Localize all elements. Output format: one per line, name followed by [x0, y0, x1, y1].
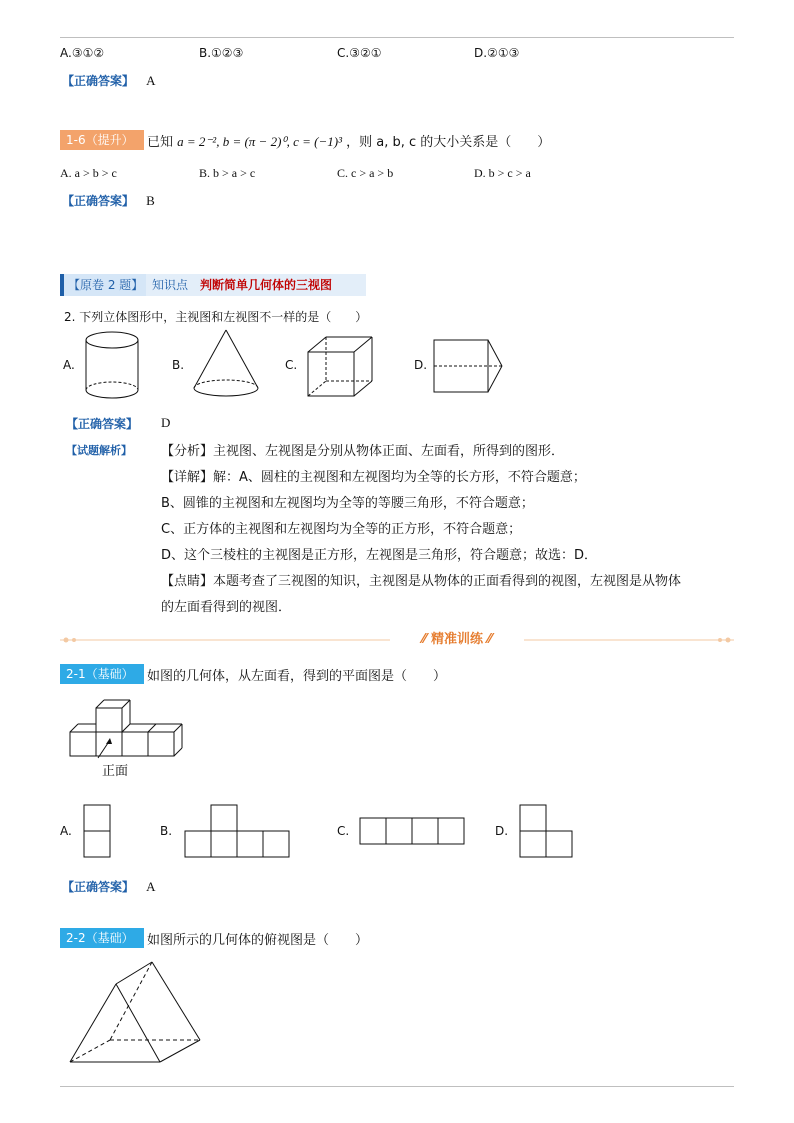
analysis-line: C、正方体的主视图和左视图均为全等的正方形，不符合题意； — [161, 522, 522, 537]
analysis-label: 【试题解析】 — [66, 444, 132, 457]
cube-figure — [304, 334, 376, 400]
q1-5-option-c: C.③②① — [337, 46, 382, 60]
analysis-line: 【分析】主视图、左视图是分别从物体正面、左面看，所得到的图形． — [161, 444, 565, 459]
q1-6-tag: 1-6（提升） — [60, 130, 144, 150]
source-question-label: 【原卷 2 题】 — [60, 274, 146, 296]
knowledge-point-label: 知识点 — [152, 278, 189, 292]
q2-option-a-letter: A. — [63, 358, 75, 372]
analysis-line: 【详解】解：A、圆柱的主视图和左视图均为全等的长方形，不符合题意； — [161, 470, 586, 485]
analysis-line: 的左面看得到的视图． — [161, 600, 292, 615]
knowledge-point-banner — [60, 274, 366, 296]
q1-6-option-c: C. c > a > b — [337, 166, 394, 180]
front-label: 正面 — [102, 764, 129, 779]
q1-6-option-a: A. a > b > c — [60, 166, 117, 180]
q2-answer-value: D — [161, 415, 171, 430]
q1-6-question — [147, 131, 550, 150]
analysis-line: B、圆锥的主视图和左视图均为全等的等腰三角形，不符合题意； — [161, 496, 534, 511]
q1-6-option-d: D. b > c > a — [474, 166, 531, 180]
analysis-line: D、这个三棱柱的主视图是正方形，左视图是三角形，符合题意；故选：D． — [161, 548, 598, 563]
q2-1-option-d-letter: D. — [495, 824, 509, 838]
bottom-rule — [60, 1086, 734, 1087]
answer-label: 【正确答案】 — [62, 194, 135, 208]
top-rule — [60, 37, 734, 38]
analysis-line: 【点睛】本题考查了三视图的知识，主视图是从物体的正面看得到的视图，左视图是从物体 — [161, 574, 682, 589]
q2-question: 2. 下列立体图形中，主视图和左视图不一样的是（ ） — [64, 310, 368, 324]
option-c-view — [359, 817, 467, 847]
q2-option-d-letter: D. — [414, 358, 428, 372]
knowledge-point-name: 判断简单几何体的三视图 — [200, 278, 333, 292]
q1-6-expression: a = 2⁻², b = (π − 2)⁰, c = (−1)³ — [177, 134, 342, 149]
training-title — [390, 630, 524, 650]
cube-stack-figure — [68, 692, 188, 762]
q2-1-option-a-letter: A. — [60, 824, 72, 838]
q2-2-tag: 2-2（基础） — [60, 928, 144, 948]
q2-2-question: 如图所示的几何体的俯视图是（ ） — [147, 933, 369, 948]
training-banner — [60, 630, 734, 650]
answer-value: B — [146, 193, 155, 208]
q2-1-option-b-letter: B. — [160, 824, 173, 838]
answer-label: 【正确答案】 — [62, 880, 135, 894]
q1-5-option-d: D.②①③ — [474, 46, 520, 60]
slash-icon: ⁄⁄ — [422, 632, 431, 647]
q2-answer-row — [66, 415, 138, 432]
cylinder-figure — [82, 330, 144, 402]
cone-figure — [190, 328, 262, 402]
q1-5-option-a: A.③①② — [60, 46, 105, 60]
triangular-prism-figure — [430, 336, 506, 396]
q2-option-b-letter: B. — [172, 358, 185, 372]
option-d-view — [519, 804, 575, 860]
q1-6-text-prefix: 已知 — [147, 135, 174, 150]
option-a-view — [83, 804, 111, 860]
answer-label: 【正确答案】 — [62, 74, 135, 88]
q1-5-answer-row — [62, 72, 156, 89]
training-title-text: 精准训练 — [430, 632, 483, 647]
q2-1-option-c-letter: C. — [337, 824, 350, 838]
q2-1-answer-row — [62, 878, 156, 895]
answer-label: 【正确答案】 — [66, 417, 139, 431]
q2-option-c-letter: C. — [285, 358, 298, 372]
q1-6-text-suffix: ，则 a, b, c 的大小关系是（ ） — [346, 135, 551, 150]
q1-6-answer-row — [62, 192, 155, 209]
answer-value: A — [146, 879, 156, 894]
triangular-prism-3d-figure — [66, 958, 206, 1068]
slash-icon: ⁄⁄ — [483, 632, 492, 647]
option-b-view — [184, 804, 292, 860]
q2-1-tag: 2-1（基础） — [60, 664, 144, 684]
answer-value: A — [146, 73, 156, 88]
q1-6-option-b: B. b > a > c — [199, 166, 256, 180]
q1-5-option-b: B.①②③ — [199, 46, 244, 60]
q2-1-question: 如图的几何体，从左面看，得到的平面图是（ ） — [147, 669, 447, 684]
